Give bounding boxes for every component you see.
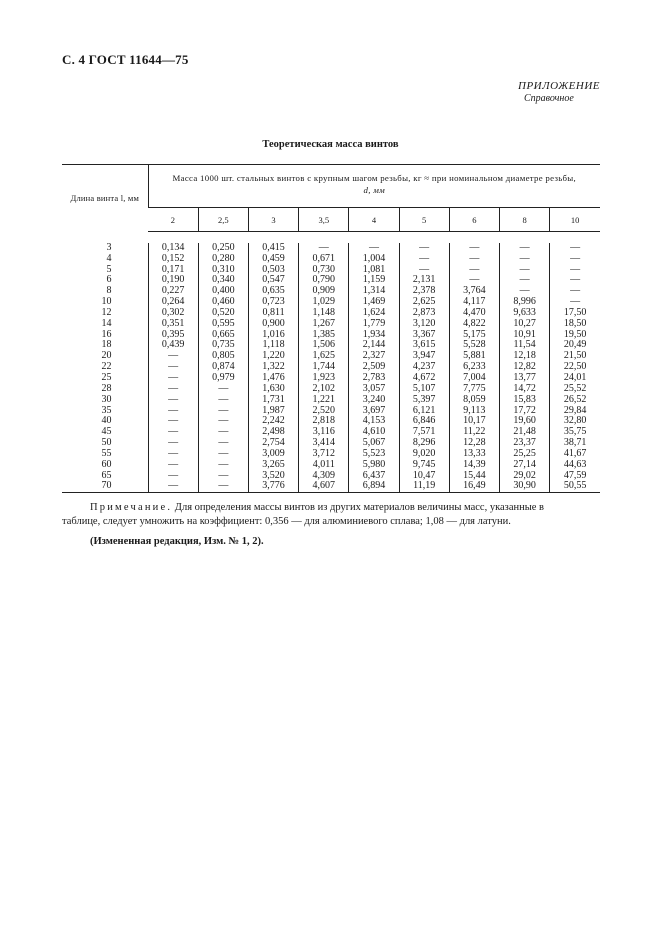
mass-cell: 25,25 [499, 449, 549, 460]
diameter-header: 3,5 [299, 208, 349, 232]
mass-cell: — [198, 438, 248, 449]
mass-cell: 4,237 [399, 362, 449, 373]
mass-cell: 13,33 [449, 449, 499, 460]
mass-cell: 15,44 [449, 471, 499, 482]
length-cell: 50 [101, 437, 112, 449]
mass-cell: 50,55 [550, 481, 600, 492]
mass-cell: 19,60 [499, 416, 549, 427]
mass-cell: 8,059 [449, 395, 499, 406]
mass-cell: 1,987 [248, 406, 298, 417]
mass-cell: — [499, 243, 549, 254]
mass-cell: 1,118 [248, 340, 298, 351]
mass-cell: 1,267 [299, 319, 349, 330]
mass-cell: 1,148 [299, 308, 349, 319]
mass-cell: 41,67 [550, 449, 600, 460]
mass-cell: 0,439 [148, 340, 198, 351]
mass-cell: 3,057 [349, 384, 399, 395]
mass-cell: 5,881 [449, 351, 499, 362]
mass-cell: 9,633 [499, 308, 549, 319]
mass-cell: 22,50 [550, 362, 600, 373]
length-cell: 5 [106, 263, 112, 275]
mass-cell: 3,116 [299, 427, 349, 438]
mass-cell: 17,72 [499, 406, 549, 417]
diameter-header: 3 [248, 208, 298, 232]
mass-cell: — [148, 471, 198, 482]
mass-cell: — [499, 286, 549, 297]
length-cell: 60 [101, 458, 112, 470]
length-cell: 45 [101, 426, 112, 438]
mass-cell: 47,59 [550, 471, 600, 482]
mass-cell: 25,52 [550, 384, 600, 395]
mass-cell: 5,980 [349, 460, 399, 471]
mass-cell: 5,067 [349, 438, 399, 449]
mass-cell: 0,730 [299, 265, 349, 276]
mass-cell: 1,016 [248, 330, 298, 341]
mass-cell: — [148, 449, 198, 460]
mass-cell: 2,144 [349, 340, 399, 351]
mass-cell: 29,02 [499, 471, 549, 482]
mass-cell: 12,28 [449, 438, 499, 449]
mass-cell: 10,47 [399, 471, 449, 482]
mass-cell: 0,264 [148, 297, 198, 308]
mass-cell: 0,635 [248, 286, 298, 297]
mass-cell: 0,805 [198, 351, 248, 362]
mass-cell: — [198, 481, 248, 492]
mass-cell: 10,27 [499, 319, 549, 330]
mass-cell: 0,227 [148, 286, 198, 297]
mass-cell: 1,322 [248, 362, 298, 373]
mass-cell: 1,159 [349, 275, 399, 286]
mass-cell: 0,459 [248, 254, 298, 265]
mass-cell: 11,22 [449, 427, 499, 438]
mass-cell: 5,107 [399, 384, 449, 395]
mass-cell: 7,775 [449, 384, 499, 395]
mass-cell: 10,91 [499, 330, 549, 341]
mass-cell: 1,731 [248, 395, 298, 406]
mass-cell: 3,240 [349, 395, 399, 406]
mass-cell: 3,265 [248, 460, 298, 471]
mass-cell: 1,630 [248, 384, 298, 395]
mass-table [62, 164, 600, 493]
table-row [62, 481, 600, 492]
mass-cell: — [148, 362, 198, 373]
note-text-line2: таблице, следует умножить на коэффициент: 0,356 — для алюминиевого сплава; 1,08 — для латуни. [62, 516, 511, 527]
mass-cell: 2,783 [349, 373, 399, 384]
mass-header-line2: d, мм [363, 185, 386, 195]
mass-cell: 3,697 [349, 406, 399, 417]
mass-cell: 19,50 [550, 330, 600, 341]
length-cell: 28 [101, 382, 112, 394]
page-header: С. 4 ГОСТ 11644—75 [62, 52, 189, 67]
length-cell: 10 [101, 296, 112, 308]
mass-cell: 3,764 [449, 286, 499, 297]
mass-cell: — [148, 373, 198, 384]
diameter-header: 5 [399, 208, 449, 232]
mass-cell: 5,397 [399, 395, 449, 406]
mass-cell: 1,744 [299, 362, 349, 373]
length-cell: 14 [101, 317, 112, 329]
mass-cell: 7,004 [449, 373, 499, 384]
mass-cell: — [299, 243, 349, 254]
mass-cell: 7,571 [399, 427, 449, 438]
length-cell: 55 [101, 447, 112, 459]
mass-cell: 0,671 [299, 254, 349, 265]
mass-cell: 12,18 [499, 351, 549, 362]
mass-cell: 2,520 [299, 406, 349, 417]
mass-cell: — [550, 265, 600, 276]
mass-cell: — [148, 416, 198, 427]
mass-cell: — [198, 471, 248, 482]
mass-cell: 8,996 [499, 297, 549, 308]
mass-cell: 5,523 [349, 449, 399, 460]
table-body [62, 232, 600, 493]
length-cell: 3 [106, 241, 112, 253]
appendix-title: ПРИЛОЖЕНИЕ [518, 80, 600, 92]
mass-cell: 2,498 [248, 427, 298, 438]
mass-cell: 6,233 [449, 362, 499, 373]
mass-cell: — [449, 265, 499, 276]
length-column-header: Длина винта l, мм [62, 165, 148, 232]
length-cell: 18 [101, 339, 112, 351]
mass-cell: 4,470 [449, 308, 499, 319]
length-cell: 35 [101, 404, 112, 416]
mass-cell: 2,818 [299, 416, 349, 427]
mass-cell: — [198, 427, 248, 438]
mass-cell: — [399, 243, 449, 254]
mass-cell: 0,460 [198, 297, 248, 308]
mass-cell: 4,117 [449, 297, 499, 308]
mass-cell: 0,351 [148, 319, 198, 330]
mass-cell: 0,723 [248, 297, 298, 308]
edition-note: (Измененная редакция, Изм. № 1, 2). [90, 536, 264, 547]
mass-cell: 9,113 [449, 406, 499, 417]
length-cell: 8 [106, 285, 112, 297]
mass-cell: 8,296 [399, 438, 449, 449]
mass-cell: 4,153 [349, 416, 399, 427]
mass-cell: 3,009 [248, 449, 298, 460]
mass-cell: 0,171 [148, 265, 198, 276]
mass-header-line1: Масса 1000 шт. стальных винтов с крупным шагом резьбы, кг ≈ при номинальном диаметре резьбы, [172, 173, 577, 183]
mass-cell: — [550, 286, 600, 297]
mass-cell: — [550, 243, 600, 254]
mass-cell: 6,437 [349, 471, 399, 482]
mass-cell: 1,385 [299, 330, 349, 341]
mass-cell: — [449, 243, 499, 254]
mass-cell: 0,547 [248, 275, 298, 286]
mass-cell: 0,134 [148, 243, 198, 254]
mass-cell: 0,520 [198, 308, 248, 319]
mass-cell: 1,923 [299, 373, 349, 384]
mass-cell: 2,327 [349, 351, 399, 362]
mass-cell: 0,310 [198, 265, 248, 276]
mass-cell: — [399, 254, 449, 265]
table-row [62, 254, 600, 265]
mass-cell: 6,894 [349, 481, 399, 492]
mass-cell: — [550, 297, 600, 308]
mass-cell: — [449, 254, 499, 265]
length-cell: 40 [101, 415, 112, 427]
mass-cell: 2,754 [248, 438, 298, 449]
mass-cell: 3,947 [399, 351, 449, 362]
mass-cell: 5,175 [449, 330, 499, 341]
length-cell: 20 [101, 350, 112, 362]
mass-cell: 1,624 [349, 308, 399, 319]
mass-cell: 4,822 [449, 319, 499, 330]
mass-cell: 1,506 [299, 340, 349, 351]
mass-cell: — [449, 275, 499, 286]
mass-cell: 0,250 [198, 243, 248, 254]
mass-cell: 29,84 [550, 406, 600, 417]
mass-cell: 6,121 [399, 406, 449, 417]
mass-cell: 27,14 [499, 460, 549, 471]
mass-cell: 4,607 [299, 481, 349, 492]
mass-cell: 3,414 [299, 438, 349, 449]
mass-cell: 35,75 [550, 427, 600, 438]
length-cell: 4 [106, 252, 112, 264]
mass-cell: — [499, 265, 549, 276]
mass-cell: 14,72 [499, 384, 549, 395]
table-title: Теоретическая масса винтов [262, 139, 399, 150]
mass-column-header [148, 165, 600, 208]
mass-cell: 1,476 [248, 373, 298, 384]
mass-cell: 4,011 [299, 460, 349, 471]
mass-cell: 2,873 [399, 308, 449, 319]
length-cell: 12 [101, 306, 112, 318]
mass-cell: 6,846 [399, 416, 449, 427]
mass-cell: 2,102 [299, 384, 349, 395]
mass-cell: 0,900 [248, 319, 298, 330]
mass-cell: 14,39 [449, 460, 499, 471]
mass-cell: 2,131 [399, 275, 449, 286]
mass-cell: — [550, 275, 600, 286]
diameter-header: 6 [449, 208, 499, 232]
length-cell: 65 [101, 469, 112, 481]
mass-cell: 1,029 [299, 297, 349, 308]
mass-cell: 16,49 [449, 481, 499, 492]
mass-cell: 0,503 [248, 265, 298, 276]
note-lead: Примечание. [90, 502, 173, 513]
mass-cell: 1,625 [299, 351, 349, 362]
diameter-header: 10 [550, 208, 600, 232]
mass-cell: 4,309 [299, 471, 349, 482]
mass-cell: 3,367 [399, 330, 449, 341]
mass-cell: 0,190 [148, 275, 198, 286]
mass-cell: 9,020 [399, 449, 449, 460]
mass-cell: 0,595 [198, 319, 248, 330]
mass-cell: — [148, 481, 198, 492]
mass-cell: 0,790 [299, 275, 349, 286]
length-cell: 70 [62, 481, 148, 492]
mass-cell: — [198, 406, 248, 417]
mass-cell: — [399, 265, 449, 276]
mass-cell: 21,50 [550, 351, 600, 362]
mass-cell: 9,745 [399, 460, 449, 471]
length-cell: 6 [106, 274, 112, 286]
mass-cell: 1,004 [349, 254, 399, 265]
mass-cell: 1,779 [349, 319, 399, 330]
mass-cell: 17,50 [550, 308, 600, 319]
mass-cell: 0,415 [248, 243, 298, 254]
note-text-line1: Для определения массы винтов из других материалов величины масс, указанные в [174, 502, 545, 513]
mass-cell: 11,19 [399, 481, 449, 492]
mass-cell: — [148, 427, 198, 438]
mass-cell: 3,520 [248, 471, 298, 482]
table-row [62, 319, 600, 330]
length-cell: 30 [101, 393, 112, 405]
mass-cell: 0,874 [198, 362, 248, 373]
mass-cell: 23,37 [499, 438, 549, 449]
mass-cell: 1,934 [349, 330, 399, 341]
mass-cell: 1,081 [349, 265, 399, 276]
mass-cell: 2,378 [399, 286, 449, 297]
mass-cell: — [148, 395, 198, 406]
mass-cell: — [148, 406, 198, 417]
mass-cell: 3,615 [399, 340, 449, 351]
mass-cell: 2,509 [349, 362, 399, 373]
mass-cell: 21,48 [499, 427, 549, 438]
mass-cell: 0,400 [198, 286, 248, 297]
diameter-header: 4 [349, 208, 399, 232]
mass-cell: 32,80 [550, 416, 600, 427]
length-cell: 16 [101, 328, 112, 340]
mass-cell: — [550, 254, 600, 265]
mass-cell: 1,469 [349, 297, 399, 308]
mass-cell: 30,90 [499, 481, 549, 492]
mass-cell: 0,280 [198, 254, 248, 265]
diameter-header: 2 [148, 208, 198, 232]
mass-cell: 4,672 [399, 373, 449, 384]
mass-cell: 15,83 [499, 395, 549, 406]
mass-cell: 2,242 [248, 416, 298, 427]
mass-cell: 13,77 [499, 373, 549, 384]
mass-cell: 1,314 [349, 286, 399, 297]
mass-cell: — [499, 254, 549, 265]
mass-cell: 38,71 [550, 438, 600, 449]
mass-cell: 0,665 [198, 330, 248, 341]
mass-cell: 4,610 [349, 427, 399, 438]
mass-cell: 5,528 [449, 340, 499, 351]
diameter-header: 2,5 [198, 208, 248, 232]
mass-cell: 12,82 [499, 362, 549, 373]
mass-cell: — [148, 460, 198, 471]
mass-cell: 3,120 [399, 319, 449, 330]
mass-cell: 0,979 [198, 373, 248, 384]
mass-cell: 20,49 [550, 340, 600, 351]
mass-cell: 44,63 [550, 460, 600, 471]
mass-cell: 1,221 [299, 395, 349, 406]
mass-cell: 0,152 [148, 254, 198, 265]
mass-cell: 0,302 [148, 308, 198, 319]
mass-cell: — [499, 275, 549, 286]
mass-cell: 11,54 [499, 340, 549, 351]
mass-cell: 24,01 [550, 373, 600, 384]
mass-cell: 3,776 [248, 481, 298, 492]
mass-cell: 0,811 [248, 308, 298, 319]
mass-cell: 1,220 [248, 351, 298, 362]
length-cell: 25 [101, 371, 112, 383]
mass-cell: — [198, 460, 248, 471]
mass-cell: 26,52 [550, 395, 600, 406]
mass-cell: 0,340 [198, 275, 248, 286]
mass-cell: 0,395 [148, 330, 198, 341]
table-row [62, 460, 600, 471]
appendix-subtitle: Справочное [524, 93, 574, 104]
mass-cell: 0,735 [198, 340, 248, 351]
table-row [62, 395, 600, 406]
note [90, 501, 601, 515]
mass-cell: 10,17 [449, 416, 499, 427]
mass-cell: 18,50 [550, 319, 600, 330]
diameter-header: 8 [499, 208, 549, 232]
mass-cell: 0,909 [299, 286, 349, 297]
mass-cell: 3,712 [299, 449, 349, 460]
mass-cell: — [198, 384, 248, 395]
mass-cell: — [148, 384, 198, 395]
mass-cell: — [198, 449, 248, 460]
mass-cell: — [148, 351, 198, 362]
mass-cell: — [349, 243, 399, 254]
length-cell: 22 [101, 361, 112, 373]
mass-cell: 2,625 [399, 297, 449, 308]
mass-cell: — [198, 416, 248, 427]
mass-cell: — [198, 395, 248, 406]
mass-cell: — [148, 438, 198, 449]
